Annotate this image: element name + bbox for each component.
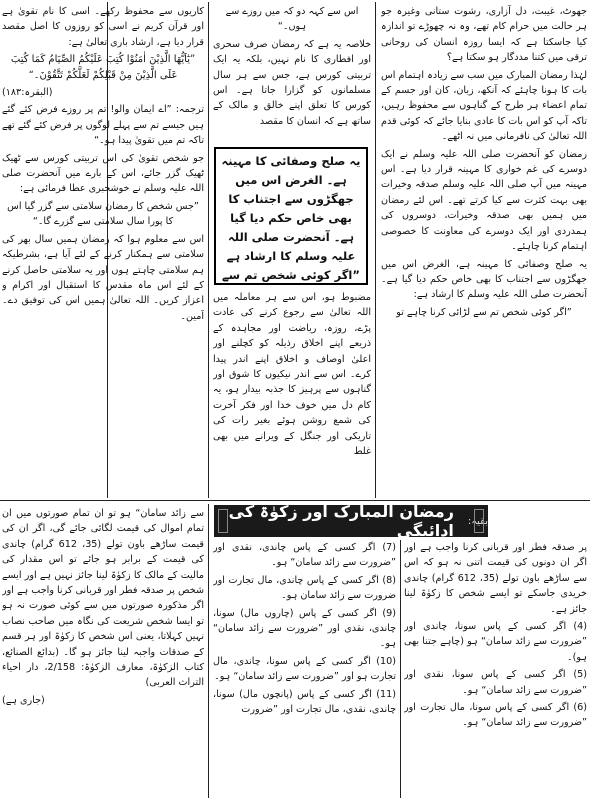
pull-quote-box — [214, 147, 368, 285]
paragraph: یہ صلح وصفائی کا مہینہ ہے، الغرض اس میں جھگڑوں سے اجتناب کا بھی خاص حکم دیا گیا ہے۔ آنحضرت صلی اللہ علیہ وسلم کا ارشاد ہے: — [381, 258, 587, 301]
paragraph: خلاصہ یہ ہے کہ رمضان صرف سحری اور افطاری کا نام نہیں، بلکہ یہ ایک تربیتی کورس ہے، جس سے ہر سال مسلمانوں کو گزارا جاتا ہے۔ اس کورس کا تعلق اپنے خالق و مالک کے ساتھ ہے کہ انسان کا مقصد — [213, 38, 371, 127]
top-right-column — [381, 4, 587, 498]
list-item: (11) اگر کسی کے پاس (پانچوں مال) سونا، چاندی، نقدی، مال تجارت اور ”ضرورت — [213, 688, 396, 716]
section-divider — [0, 500, 590, 501]
ornament-icon — [218, 509, 228, 533]
bottom-left-column — [2, 506, 204, 798]
top-middle-column-lower — [213, 290, 371, 498]
hadith-quote: ”جس شخص کا رمضان سلامتی سے گزر گیا اس کا پورا سال سلامتی سے گزرے گا۔“ — [7, 200, 199, 228]
pull-quote-text: یہ صلح وصفائی کا مہینہ ہے۔ الغرض اس میں جھگڑوں سے اجتناب کا بھی خاص حکم دیا گیا ہے۔ آنحضرت صلی اللہ علیہ وسلم کا ارشاد ہے ”اگر کوئی شخص تم سے — [221, 154, 361, 282]
column-rule — [208, 504, 209, 798]
verse-reference: (البقرہ:۱۸۳) — [2, 87, 53, 99]
list-item: (9) اگر کسی کے پاس (چاروں مال) سونا، چاندی، نقدی اور ”ضرورت سے زائد سامان“ ہو۔ — [213, 607, 396, 650]
paragraph: رمضان کو آنحضرت صلی اللہ علیہ وسلم نے ایک دوسرے کی غم خواری کا مہینہ قرار دیا ہے۔ اس مہینہ میں آپ صلی اللہ علیہ وسلم صدقہ وخیرات بھی بہت کثرت سے کیا کرتے تھے۔ اس لئے رمضان میں ہمیں بھی صدقہ وخیرات، دوسروں کی ہمدردی اور ایک دوسرے کی معاونت کا خصوصی اہتمام کرنا چاہئے۔ — [381, 148, 587, 253]
column-rule — [208, 2, 209, 498]
bottom-middle-column — [213, 540, 396, 798]
paragraph: لہٰذا رمضان المبارک میں سب سے زیادہ اہتمام اس بات کا ہونا چاہئے کہ آنکھ، زبان، کان اور جسم کے تمام اعضاء ہر طرح کے گناہوں سے محفوظ رہیں، تاکہ آپ کو اس بات کا عادی بنایا جائے کہ کوئی قدم اللہ تعالیٰ کی نافرمانی میں نہ اٹھے۔ — [381, 69, 587, 143]
list-item: (8) اگر کسی کے پاس چاندی، مال تجارت اور ضرورت سے زائد سامان ہو۔ — [213, 574, 396, 602]
list-item: (4) اگر کسی کے پاس سونا، چاندی اور ”ضرورت سے زائد سامان“ ہو (چاہے جتنا بھی ہو)۔ — [404, 621, 587, 663]
paragraph: کاریوں سے محفوظ رکھے۔ اسی کا نام تقویٰ ہے اور قرآن کریم نے اسی کو روزوں کا اصل مقصد قرار دیا ہے، ارشاد باری تعالیٰ ہے: — [2, 6, 204, 48]
column-rule — [375, 2, 376, 498]
bottom-right-column — [404, 540, 587, 798]
paragraph: پر صدقہ فطر اور قربانی کرنا واجب ہے اور اگر ان دونوں کی قیمت اتنی نہ ہو کہ اس سے ساڑھے باون تولے (35، 612 گرام) چاندی خریدی جاسکے تو ایسے شخص کا زکوٰۃ لینا جائز ہے۔ — [404, 542, 587, 615]
paragraph: جھوٹ، غیبت، دل آزاری، رشوت ستانی وغیرہ جو ہر حالت میں حرام کام تھے، وہ نہ چھوڑے تو اندازہ کیا جاسکتا ہے کہ ایسا روزہ انسان کی روحانی ترقی میں کتنا مددگار ہو سکتا ہے؟ — [381, 6, 587, 64]
continued-label: بقیہ: — [467, 515, 488, 527]
hadith-quote-end: اس سے کہہ دو کہ میں روزے سے ہوں۔“ — [225, 6, 359, 33]
top-far-column — [2, 4, 204, 498]
paragraph: مضبوط ہو، اس سے ہر معاملہ میں اللہ تعالیٰ سے رجوع کرنے کی عادت پڑے، روزہ، ریاضت اور مجاہدہ کے ذریعے اپنے اخلاق رذیلہ کو کچلنے اور اعلیٰ اوصاف و اخلاق اپنے اندر پیدا کرے۔ اس سے اندر نیکیوں کا شوق اور گناہوں سے پرہیز کا جذبہ بیدار ہو، یہ کام دل میں خوف خدا اور فکر آخرت کی شمع روشن ہوئے بغیر رات کی تاریکی اور جنگل کے ویرانے میں بھی غلط — [213, 292, 371, 458]
translation: ترجمہ: ”اے ایمان والو! تم پر روزے فرض کئے گئے ہیں جیسے تم سے پہلے لوگوں پر فرض کئے گئے تھے تاکہ تم میں تقویٰ پیدا ہو۔“ — [2, 104, 204, 147]
article-heading-banner — [214, 502, 488, 540]
continued-note: (جاری ہے) — [2, 694, 45, 706]
article-title: رمضان المبارک اور زکوٰۃ کی ادائیگی — [228, 502, 454, 540]
list-item: (5) اگر کسی کے پاس سونا، نقدی اور ”ضرورت سے زائد سامان“ ہو۔ — [404, 669, 587, 696]
paragraph: سے زائد سامان“ ہو تو ان تمام صورتوں میں ان تمام اموال کی قیمت لگائی جائے گی، اگر ان کی قیمت ساڑھے باون تولے (35، 612 گرام) چاندی کی قیمت کے برابر ہو جائے تو اس مقدار کی مالیت کے مالک کا زکوٰۃ لینا جائز نہیں ہے اور ایسے شخص پر صدقہ فطر اور قربانی کرنا واجب ہے اور اگر مذکورہ صورتوں میں سے کوئی صورت نہ ہو تو ایسا شخص شریعت کی نگاہ میں صاحب نصاب نہیں کہلاتا، یعنی اس شخص کا زکوٰۃ اور ہر قسم کے صدقات واجبہ لینا جائز ہو گا۔ (بدائع الصنائع، کتاب الزکوٰۃ، معارف الزکوٰۃ: 2/158، دار احیاء التراث العربی) — [2, 508, 204, 689]
list-item: (6) اگر کسی کے پاس سونا، مال تجارت اور ”ضرورت سے زائد سامان“ ہو۔ — [404, 702, 587, 729]
list-item: (10) اگر کسی کے پاس سونا، چاندی، مال تجارت ہو اور ”ضرورت سے زائد سامان“ ہو۔ — [213, 655, 396, 683]
hadith-quote: ”اگر کوئی شخص تم سے لڑائی کرنا چاہے تو — [396, 306, 572, 318]
ornament-icon — [474, 509, 484, 533]
column-rule — [400, 540, 401, 798]
quran-verse: ”یٰٓاَیُّھَا الَّذِیْنَ اٰمَنُوْا کُتِبَ عَلَیْکُمُ الصِّیَامُ کَمَا کُتِبَ عَلَی الَّذِیْنَ مِنْ قَبْلِکُمْ لَعَلَّکُمْ تَتَّقُوْنَ۔“ — [10, 54, 196, 81]
top-middle-column-upper — [213, 4, 371, 144]
paragraph: جو شخص تقویٰ کی اس تربیتی کورس سے ٹھیک ٹھیک گزر جائے، اس کے بارے میں آنحضرت صلی اللہ علیہ وسلم نے خوشخبری عطا فرمائی ہے: — [2, 152, 204, 195]
list-item: (7) اگر کسی کے پاس چاندی، نقدی اور ”ضرورت سے زائد سامان“ ہو۔ — [213, 542, 396, 569]
paragraph: اس سے معلوم ہوا کہ رمضان ہمیں سال بھر کی سلامتی سے ہمکنار کرنے کے لئے آیا ہے، بشرطیکہ ہم سلامتی چاہتے ہوں اور یہ سلامتی حاصل کرنے کے لئے اس ماہ مقدس کا استقبال اور اکرام و اعزاز کریں۔ اللہ تعالیٰ ہمیں اس کی توفیق دے۔ آمین۔ — [2, 233, 204, 322]
